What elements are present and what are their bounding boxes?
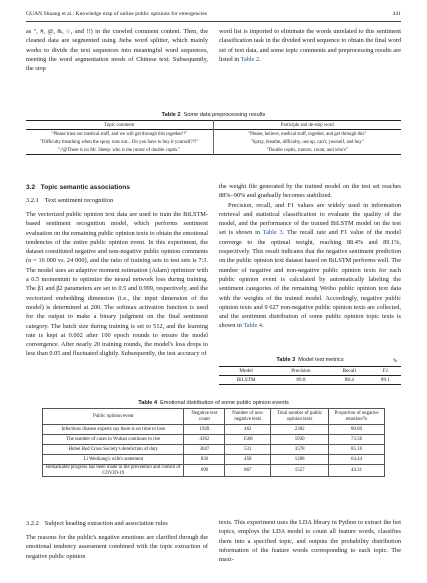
table-row [219,376,401,385]
paragraph: word list is imported to eliminate the words unrelated to this sentiment classification task in the divided word sequence to obtain the final word set of text data, and some topic comments and preprocessing results are listed in Table 2. [219,28,401,63]
column-header: Topic comment [26,121,213,130]
table-cell: 1920 [184,425,225,435]
table-header-row [26,121,401,130]
paragraph: The vectorized public opinion text data are used to train the BiLSTM-based sentiment recognition model, which performs sentiment evaluation on the remaining public opinion texts to obtain the emotional tendencies of the entire public opinion event. In this experiment, the dataset constituted negative and non-negative public opinion comments (n = 16 000 vs. 24 000), and the ratio of training sets to test sets is 7:3. The model uses an adaptive moment estimation (Adam) optimizer with a 0.5 momentum to optimize the neural network loss during training. The β1 and β2 parameters are set to 0.5 and 0.999, respectively, and the vectorized embedding dimension (i.e., the input dimension of the model) is determined at 200. The softmax activation function is used for the output to make a binary judgment on the final sentiment category. The batch size during training is set to 512, and the learning rate is kept at 0.002 after 100 epoch rounds to ensure the model convergence. After nearly 20 training rounds, the model's loss drops to less than 0.05 and fluctuated slightly. Subsequently, the test accuracy of [26,211,208,358]
table-cell: 64.44 [329,455,385,465]
column-header: Number of non-negative texts [225,409,271,425]
table-4-reference-link[interactable]: Table 4 [243,322,263,330]
table-cell: 5930 [271,435,329,445]
table-row [43,465,385,477]
bottom-left-column [26,533,208,561]
table-cell: 690 [184,465,225,477]
table-cell: 531 [225,445,271,455]
table-header-row [219,367,401,376]
table-cell: 458 [225,455,271,465]
paragraph: texts. This experiment uses the LDA library in Python to extract the hot topics, employs the LDA model to count all feature words, classifies them into a specified topic, and outputs the probability distribution information of the feature words corresponding to each topic. The maxi- [219,519,401,564]
section-heading: 3.2 Topic semantic associations [26,184,130,191]
bottom-right-column [219,518,401,564]
table-cell: The number of cases in Wuhan continues to rise [43,435,184,445]
column-header: Total number of public opinion texts [271,409,329,425]
table-cell: 44.31 [329,465,385,477]
column-header: Negative text count [184,409,225,425]
table-2-reference-link[interactable]: Table 2 [240,55,260,63]
table-cell: Li Wenliang's wife's statement [43,455,184,465]
table-row [43,455,385,465]
paragraph: The reasons for the public's negative emotions are clarified through the emotional tendency assessment combined with the topic extraction of negative public opinion [26,534,208,560]
column-header: Participle and de-stop word [280,122,334,128]
table-cell: 4362 [184,435,225,445]
table-cell: 830 [184,455,225,465]
paragraph: Precision, recall, and F1 values are widely used in information retrieval and statistical classification to evaluate the quality of the model, and the performance of the trained BiLSTM model on the test set is shown in Table 3. The recall rate and F1 value of the model converge to the optimal weight, reaching 88.4% and 89.1%, respectively. This result indicates that the negative sentiment prediction on the public opinion text dataset based on BiLSTM performs well. The number of negative and non-negative public opinion texts for each public opinion event is calculated by automatically labeling the sentiment categories of the remaining Weibo public opinion text data with the weights of the trained model. Accordingly, negative public opinion texts and 9 627 non-negative public opinion texts are collected, and the sentiment distribution of some public opinion topic texts is shown in Table 4. [219,201,401,330]
table-cell: 3578 [271,445,329,455]
paragraph: the weight file generated by the trained model on the test set reaches 88%–90% and gradually becomes stabilized. [219,183,401,200]
table-row [26,138,401,146]
column-header: Public opinion event [43,409,184,425]
subsection-heading: 3.2.2 Subject heading extraction and association rules [26,520,168,527]
table-3-caption: Table 3 Model test metrics [276,357,344,363]
column-header: Recall [342,368,356,374]
table-cell: "Please, believe, medical staff, together, and get through this" [248,131,367,137]
table-3-unit: % [393,359,398,364]
table-cell: "Please trust our medical staff, and we will get through this together!!" [26,130,213,139]
mid-right-column [219,182,401,331]
subsection-heading: 3.2.1 Text sentiment recognition [26,197,114,204]
table-cell: "//@There is no Mr. Sheep: who is the rumor of double coptis." [26,146,213,155]
top-right-column [219,27,401,64]
table-cell: 80.60 [329,425,385,435]
top-left-column [26,27,208,73]
column-header: Proportion of negative emotion/% [329,409,385,425]
table-row [43,435,385,445]
table-cell: 2382 [271,425,329,435]
table-cell: 85.16 [329,445,385,455]
column-header: Model [239,368,253,374]
table-3 [219,366,401,385]
table-row [43,425,385,435]
header-rule [26,21,401,22]
table-cell: BiLSTM [236,377,256,383]
table-cell: Remarkable progress has been made in the prevention and control of COVID-19 [43,465,184,477]
table-cell: "Double coptis, rumors, count, and who's" [266,147,348,153]
running-header [26,9,401,19]
table-row [26,146,401,155]
table-4 [42,408,385,477]
table-2 [26,120,401,155]
table-cell: "Spray, breathe, difficulty, use up, can't, yourself, and buy" [250,139,364,145]
table-3-reference-link[interactable]: Table 3 [262,229,283,237]
table-cell: 89.1 [380,377,390,383]
table-row [26,130,401,139]
table-cell: 1288 [271,455,329,465]
table-cell: 89.8 [296,377,306,383]
table-cell: Infectious disease experts say there is no time to lose [43,425,184,435]
table-cell: 462 [225,425,271,435]
table-cell: 1557 [271,465,329,477]
table-4-caption: Table 4 Emotional distribution of some public opinion events [138,400,289,406]
table-cell: 1568 [225,435,271,445]
running-title: GUAN Shuang et al.: Knowledge map of online public opinions for emergencies [26,11,208,17]
table-cell: 867 [225,465,271,477]
table-cell: 88.4 [344,377,354,383]
column-header: Precision [291,368,311,374]
table-cell: 3047 [184,445,225,455]
mid-left-column [26,210,208,359]
table-cell: 73.56 [329,435,385,445]
table-header-row [43,409,385,425]
table-cell: Hubei Red Cross Society's dereliction of duty [43,445,184,455]
paragraph: as ", #, @, &, ○, and !!) in the crawled comment content. Then, the cleaned data are segmented using Jieba word splitter, which mainly works to divide the text sequences into meaningful word sequences, meeting the word segmentation needs of Chinese text. Subsequently, the stop [26,28,208,73]
table-cell: "Difficulty breathing when the spray runs out... Do you have to buy it yourself??!" [26,138,213,146]
table-row [43,445,385,455]
page-number: 441 [392,11,401,17]
column-header: F1 [382,368,389,374]
table-2-caption: Table 2 Some data preprocessing results [161,112,266,118]
